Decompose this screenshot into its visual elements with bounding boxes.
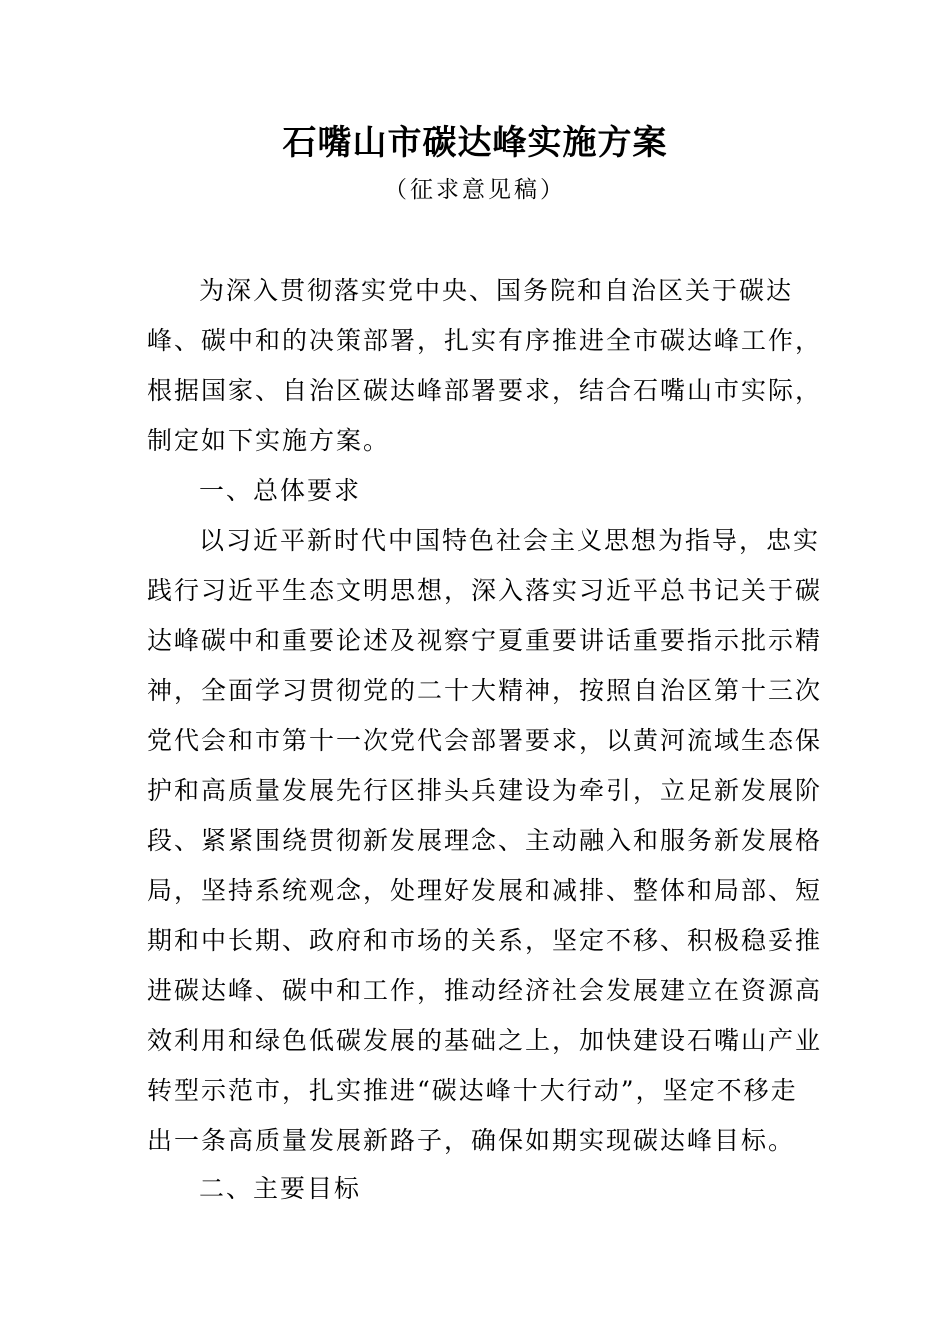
intro-line: 制定如下实施方案。 <box>147 426 391 455</box>
intro-line: 为深入贯彻落实党中央、国务院和自治区关于碳达 <box>199 276 794 305</box>
section-1-line: 神，全面学习贯彻党的二十大精神，按照自治区第十三次 <box>147 676 823 705</box>
section-1-line: 转型示范市，扎实推进“碳达峰十大行动”，坚定不移走 <box>147 1076 798 1105</box>
section-1 <box>147 466 823 1166</box>
section-1-line: 护和高质量发展先行区排头兵建设为牵引，立足新发展阶 <box>147 776 823 805</box>
section-1-line: 党代会和市第十一次党代会部署要求，以黄河流域生态保 <box>147 726 823 755</box>
intro-paragraph <box>147 266 823 466</box>
section-1-line: 出一条高质量发展新路子，确保如期实现碳达峰目标。 <box>147 1126 796 1155</box>
intro-line: 根据国家、自治区碳达峰部署要求，结合石嘴山市实际， <box>147 376 823 405</box>
section-heading-1: 一、总体要求 <box>199 476 362 505</box>
document-title: 石嘴山市碳达峰实施方案 <box>282 123 668 163</box>
section-heading-2: 二、主要目标 <box>199 1174 362 1203</box>
section-1-line: 期和中长期、政府和市场的关系，坚定不移、积极稳妥推 <box>147 926 823 955</box>
section-1-line: 进碳达峰、碳中和工作，推动经济社会发展建立在资源高 <box>147 976 823 1005</box>
section-1-line: 局，坚持系统观念，处理好发展和减排、整体和局部、短 <box>147 876 823 905</box>
section-1-line: 效利用和绿色低碳发展的基础之上，加快建设石嘴山产业 <box>147 1026 823 1055</box>
section-2 <box>147 1164 807 1214</box>
intro-line: 峰、碳中和的决策部署，扎实有序推进全市碳达峰工作， <box>147 326 823 355</box>
section-1-line: 段、紧紧围绕贯彻新发展理念、主动融入和服务新发展格 <box>147 826 823 855</box>
section-1-line: 践行习近平生态文明思想，深入落实习近平总书记关于碳 <box>147 576 823 605</box>
section-1-line: 以习近平新时代中国特色社会主义思想为指导，忠实 <box>199 526 821 555</box>
section-1-line: 达峰碳中和重要论述及视察宁夏重要讲话重要指示批示精 <box>147 626 823 655</box>
document-subtitle: （征求意见稿） <box>384 177 566 203</box>
